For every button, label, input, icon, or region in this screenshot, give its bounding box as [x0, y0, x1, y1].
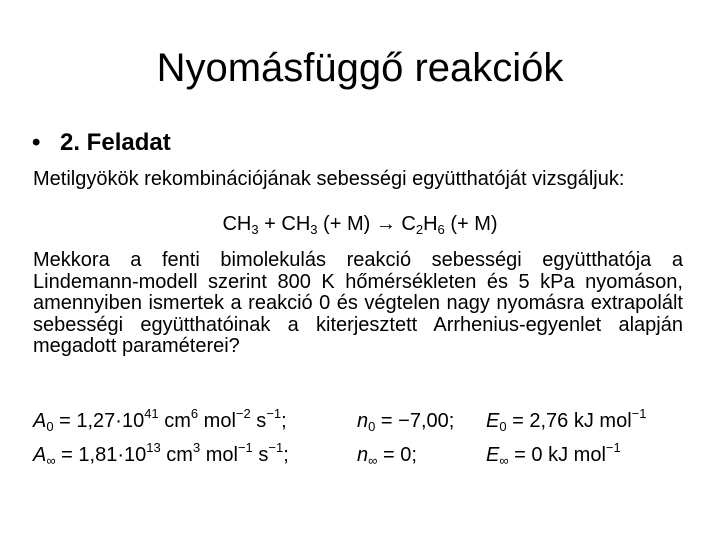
product-hydrogen-subscript: 6: [437, 222, 445, 237]
n-zero-parameter: $n_0 = -7,00$;: [357, 410, 455, 434]
reactant-2: CH: [281, 213, 311, 235]
reactant-1: CH: [222, 213, 252, 235]
plus-sign: +: [258, 213, 282, 235]
product-carbon: C: [401, 213, 416, 235]
a-infinity-parameter: $A_\infty = 1,81\cdot 10^{13}$ $cm^3$ mol$^{-1}$ $s^{-1}$;: [33, 440, 289, 468]
product-hydrogen: H: [423, 213, 438, 235]
reactant-1-subscript: 3: [251, 222, 259, 237]
n-infinity-parameter: $n_\infty = 0$;: [357, 444, 417, 468]
reactant-2-subscript: 3: [310, 222, 318, 237]
question-paragraph: Mekkora a fenti bimolekulás reakció sebességi együtthatója a Lindemann-modell szerint 800 K hőmérsékleten és 5 kPa nyomáson, amennyiben ismertek a reakció 0 és végtelen nagy nyomásra extrapolált sebességi együtthatóinak a kiterjesztett Arrhenius-egyenlet alapján megadott paraméterei?: [33, 249, 683, 357]
e-infinity-parameter: $E_\infty = 0$ kJ mol$^{-1}$: [486, 440, 621, 468]
third-body-arrow: (+ M) →: [317, 213, 402, 235]
third-body-product: (+ M): [444, 213, 498, 235]
task-heading: [32, 126, 171, 160]
bullet-marker: •: [32, 129, 41, 156]
task-heading-text: 2. Feladat: [60, 129, 171, 156]
a-zero-parameter: $A_0 = 1,27\cdot 10^{41}$ $cm^6$ mol$^{-2}$ $s^{-1}$;: [33, 406, 287, 434]
intro-paragraph: Metilgyökök rekombinációjának sebességi együtthatóját vizsgáljuk:: [33, 168, 625, 190]
product-carbon-subscript: 2: [415, 222, 424, 237]
slide-title: Nyomásfüggő reakciók: [156, 46, 564, 90]
reaction-equation: [0, 211, 720, 237]
e-zero-parameter: $E_0 = 2,76$ kJ mol$^{-1}$: [486, 406, 647, 434]
